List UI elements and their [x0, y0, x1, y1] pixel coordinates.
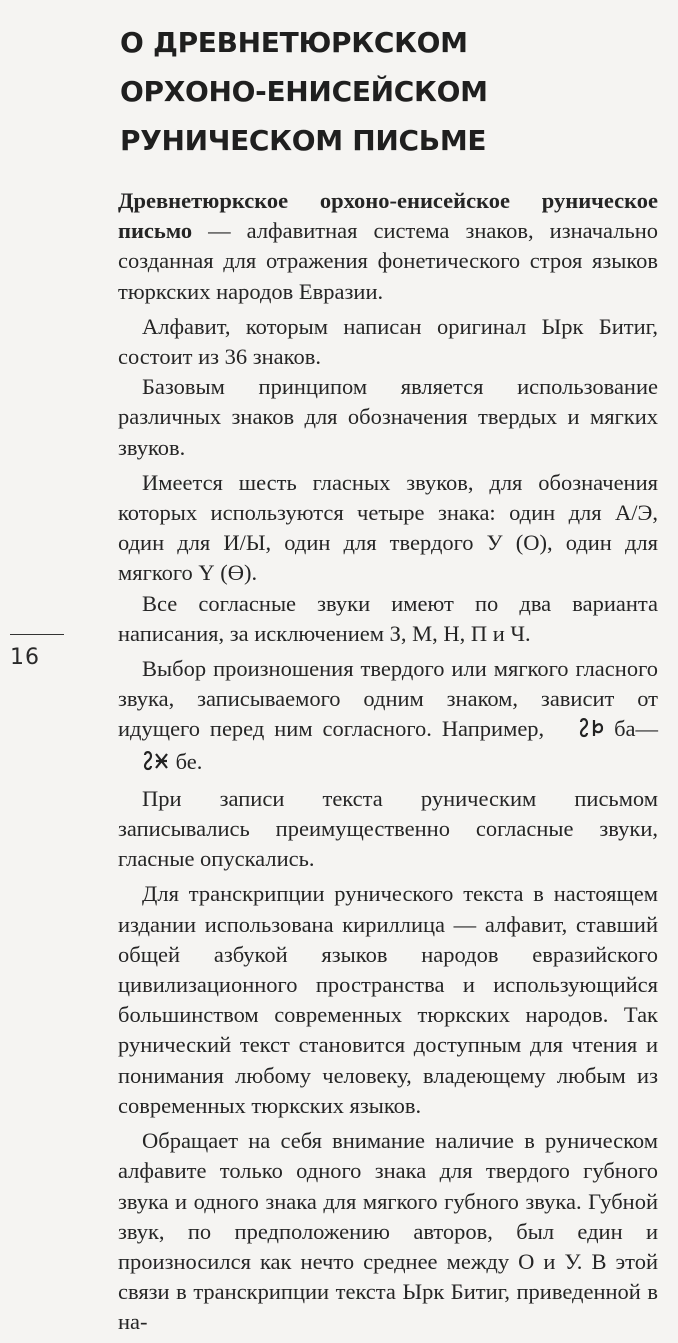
example-ba: ба: [614, 716, 636, 742]
paragraph-7: При записи текста руническим письмом записывались преимущественно согласные звуки, гласные опускались.: [118, 785, 658, 872]
page-number: 16: [10, 634, 64, 670]
body-text: [118, 186, 658, 1343]
paragraph-4: Имеется шесть гласных звуков, для обозначения которых используются четыре знака: один для А/Э, один для И/Ы, один для твердого У (О), один для мягкого Ү (Ө).: [118, 469, 658, 586]
paragraph-1-rest: — алфавитная система знаков, изначально созданная для отражения фонетического строя языков тюркских народов Евразии.: [118, 218, 658, 304]
chapter-title-line-2: ОРХОНО-ЕНИСЕЙСКОМ: [120, 75, 488, 108]
paragraph-3: Базовым принципом является использование различных знаков для обозначения твердых и мягких звуков.: [118, 374, 658, 460]
paragraph-5: Все согласные звуки имеют по два варианта написания, за исключением З, М, Н, П и Ч.: [118, 590, 658, 646]
example-be: бе.: [175, 748, 203, 774]
paragraph-6-text: Выбор произношения твердого или мягкого гласного звука, записываемого одним знаком, зависит от идущего перед ним согласного. Например,: [118, 656, 658, 742]
paragraph-1-bold-term: Древнетюркское орхоно-енисейское руническое письмо: [118, 188, 658, 244]
paragraph-1: [118, 186, 658, 307]
paragraph-9: Обращает на себя внимание наличие в руническом алфавите только одного знака для твердого губного звука и одного знака для мягкого губного звука. Губной звук, по предположению авторов, был един и произносился как нечто среднее между О и У. В этой связи в транскрипции текста Ырк Битиг, приведенной в на-: [118, 1128, 658, 1335]
rune-ba-icon: [554, 716, 604, 746]
paragraph-8: Для транскрипции рунического текста в настоящем издании использована кириллица — алфавит, ставший общей азбукой языков народов евразийского цивилизационного пространства и использующийся большинством современных тюркских народов. Так рунический текст становится доступным для чтения и понимания любому человеку, владеющему любым из современных тюркских языков.: [118, 881, 658, 1118]
chapter-title-line-3: РУНИЧЕСКОМ ПИСЬМЕ: [120, 124, 487, 157]
chapter-title-line-1: О ДРЕВНЕТЮРКСКОМ: [120, 26, 468, 59]
chapter-title: [120, 18, 640, 165]
paragraph-6: [118, 654, 658, 779]
example-dash: —: [635, 716, 658, 742]
rune-be-icon: [118, 749, 170, 779]
paragraph-2: Алфавит, которым написан оригинал Ырк Битиг, состоит из 36 знаков.: [118, 313, 658, 370]
